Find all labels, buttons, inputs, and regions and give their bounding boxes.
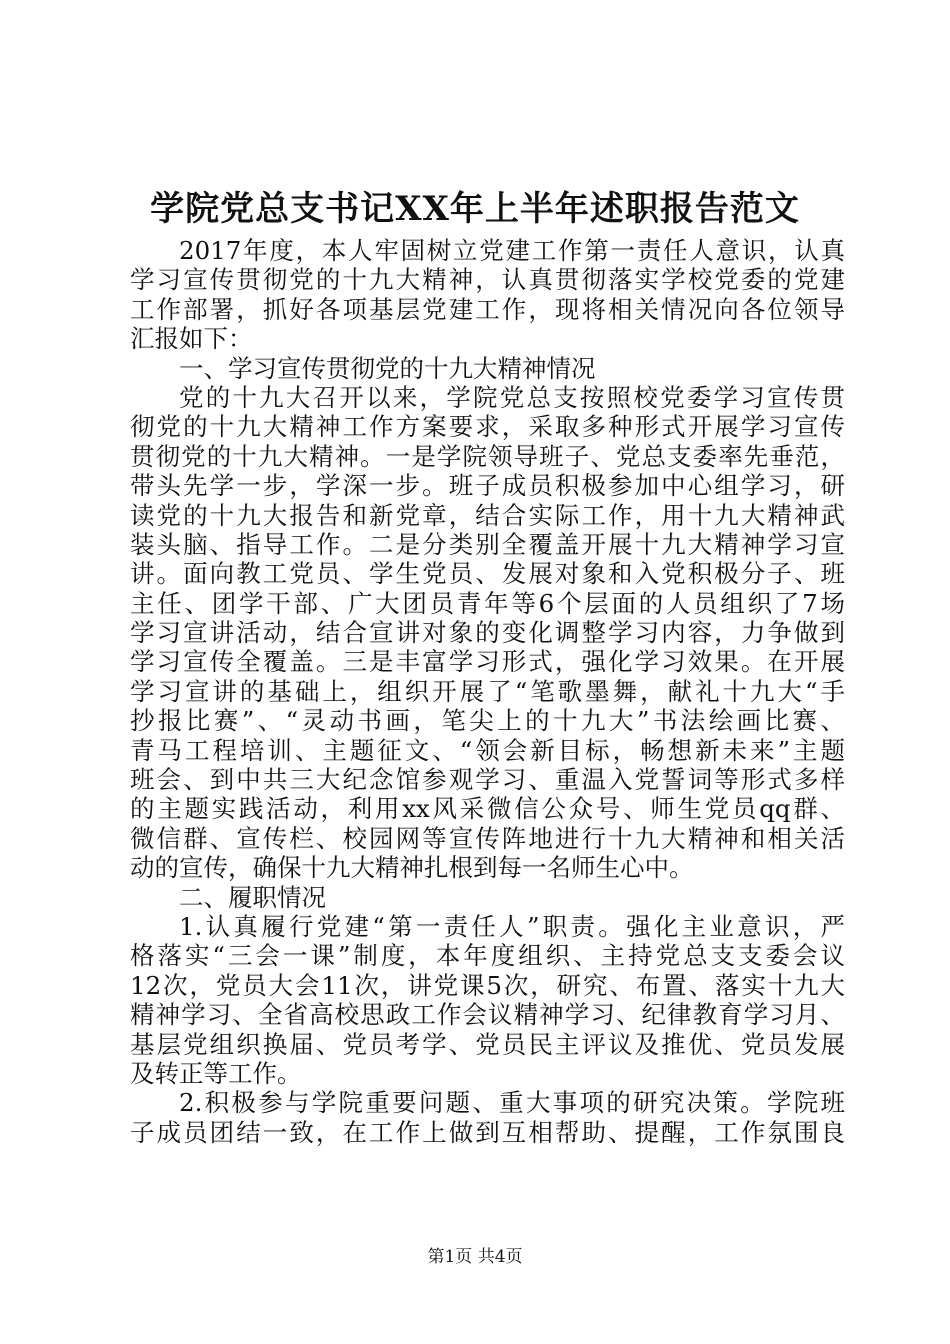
paragraph-line: 抄报比赛”、“灵动书画，笔尖上的十九大”书法绘画比赛、 (130, 706, 845, 736)
paragraph-line: 微信群、宣传栏、校园网等宣传阵地进行十九大精神和相关活 (130, 823, 845, 853)
paragraph-line: 学习宣传全覆盖。三是丰富学习形式，强化学习效果。在开展 (130, 647, 845, 677)
paragraph-line: 装头脑、指导工作。二是分类别全覆盖开展十九大精神学习宣 (130, 529, 845, 559)
paragraph-line: 党的十九大召开以来，学院党总支按照校党委学习宣传贯 (179, 382, 845, 412)
paragraph-line: 的主题实践活动，利用xx风采微信公众号、师生党员qq群、 (130, 794, 845, 824)
paragraph-line: 学习宣传贯彻党的十九大精神，认真贯彻落实学校党委的党建 (130, 265, 845, 295)
paragraph-line: 工作部署，抓好各项基层党建工作，现将相关情况向各位领导 (130, 294, 845, 324)
page-number-footer: 第1页 共4页 (427, 1247, 523, 1267)
paragraph-line: 学习宣讲的基础上，组织开展了“笔歌墨舞，献礼十九大“手 (130, 676, 845, 706)
paragraph-line: 2.积极参与学院重要问题、重大事项的研究决策。学院班 (179, 1088, 845, 1118)
document-title: 学院党总支书记XX年上半年述职报告范文 (150, 189, 800, 229)
paragraph-line: 汇报如下： (130, 324, 253, 354)
paragraph-line: 贯彻党的十九大精神。一是学院领导班子、党总支委率先垂范， (130, 441, 845, 471)
paragraph-line: 青马工程培训、主题征文、“领会新目标，畅想新未来”主题 (130, 735, 845, 765)
paragraph-line: 基层党组织换届、党员考学、党员民主评议及推优、党员发展 (130, 1029, 845, 1059)
paragraph-line: 及转正等工作。 (130, 1058, 302, 1088)
section-heading: 一、学习宣传贯彻党的十九大精神情况 (179, 353, 596, 383)
paragraph-line: 读党的十九大报告和新党章，结合实际工作，用十九大精神武 (130, 500, 845, 530)
paragraph-line: 1.认真履行党建“第一责任人”职责。强化主业意识，严 (179, 911, 845, 941)
document-body (130, 236, 845, 1147)
paragraph-line: 彻党的十九大精神工作方案要求，采取多种形式开展学习宣传 (130, 412, 845, 442)
paragraph-line: 2017年度，本人牢固树立党建工作第一责任人意识，认真 (179, 236, 845, 265)
paragraph-line: 格落实“三会一课”制度，本年度组织、主持党总支支委会议 (130, 941, 845, 971)
paragraph-line: 动的宣传，确保十九大精神扎根到每一名师生心中。 (130, 853, 694, 883)
paragraph-line: 精神学习、全省高校思政工作会议精神学习、纪律教育学习月、 (130, 1000, 845, 1030)
paragraph-line: 主任、团学干部、广大团员青年等6个层面的人员组织了7场 (130, 588, 845, 618)
paragraph-line: 子成员团结一致，在工作上做到互相帮助、提醒，工作氛围良 (130, 1117, 845, 1147)
paragraph-line: 讲。面向教工党员、学生党员、发展对象和入党积极分子、班 (130, 559, 845, 589)
paragraph-line: 班会、到中共三大纪念馆参观学习、重温入党誓词等形式多样 (130, 765, 845, 795)
paragraph-line: 12次，党员大会11次，讲党课5次，研究、布置、落实十九大 (130, 970, 845, 1000)
paragraph-line: 带头先学一步，学深一步。班子成员积极参加中心组学习，研 (130, 471, 845, 501)
section-heading: 二、履职情况 (179, 882, 326, 912)
paragraph-line: 学习宣讲活动，结合宣讲对象的变化调整学习内容，力争做到 (130, 618, 845, 648)
